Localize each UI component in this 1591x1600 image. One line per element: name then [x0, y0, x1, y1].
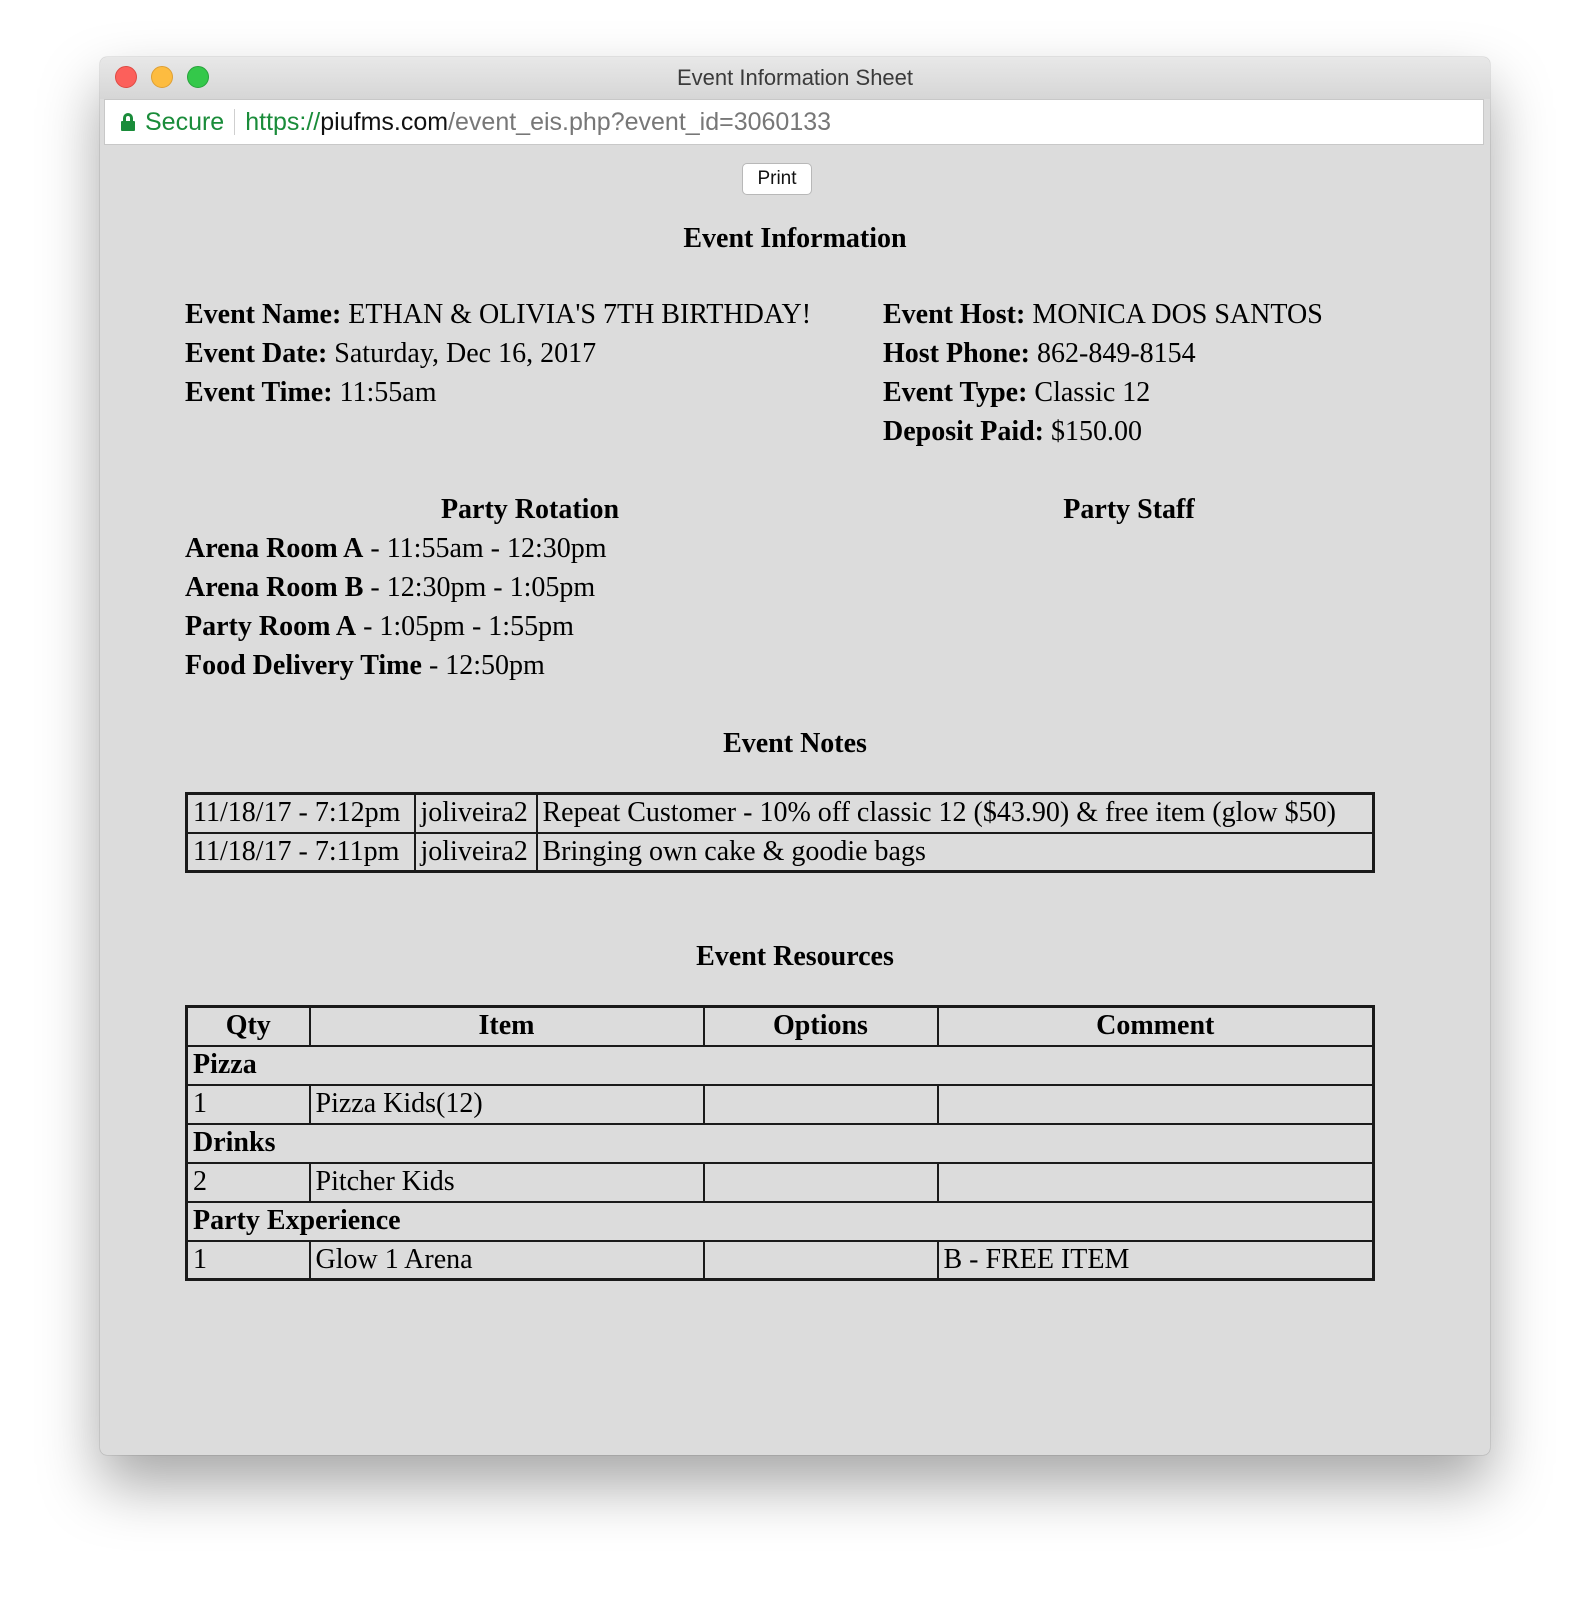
print-button[interactable]: Print	[742, 163, 812, 195]
rotation-time: - 11:55am - 12:30pm	[363, 533, 607, 564]
divider	[234, 109, 235, 135]
rotation-room: Arena Room A	[185, 533, 364, 564]
column-header-qty: Qty	[187, 1007, 310, 1046]
title-bar	[100, 57, 1490, 99]
resource-comment: B - FREE ITEM	[938, 1241, 1374, 1280]
rotation-item	[185, 572, 595, 604]
address-bar[interactable]	[104, 99, 1484, 145]
rotation-room: Arena Room B	[185, 572, 364, 603]
table-row	[187, 794, 1374, 833]
resource-item: Glow 1 Arena	[310, 1241, 704, 1280]
host-phone-value: 862-849-8154	[1037, 338, 1196, 369]
resource-options	[704, 1241, 938, 1280]
rotation-room: Food Delivery Time	[185, 650, 422, 681]
note-date: 11/18/17 - 7:12pm	[187, 794, 415, 833]
note-date: 11/18/17 - 7:11pm	[187, 833, 415, 872]
event-type-value: Classic 12	[1034, 377, 1151, 408]
event-host-row	[883, 299, 1323, 331]
rotation-room: Party Room A	[185, 611, 357, 642]
party-staff-heading: Party Staff	[1063, 494, 1195, 525]
event-host-label: Event Host:	[883, 299, 1026, 330]
rotation-time: - 1:05pm - 1:55pm	[356, 611, 574, 642]
secure-label: Secure	[145, 107, 225, 136]
rotation-time: - 12:50pm	[421, 650, 545, 681]
event-name-value: ETHAN & OLIVIA'S 7TH BIRTHDAY!	[348, 299, 812, 330]
party-rotation-heading: Party Rotation	[440, 494, 620, 525]
event-date-label: Event Date:	[185, 338, 328, 369]
note-user: joliveira2	[415, 833, 537, 872]
event-time-row	[185, 377, 436, 409]
resource-item: Pitcher Kids	[310, 1163, 704, 1202]
url-path: /event_eis.php?event_id=3060133	[448, 107, 832, 136]
event-notes-table	[185, 792, 1375, 873]
resource-item: Pizza Kids(12)	[310, 1085, 704, 1124]
rotation-time: - 12:30pm - 1:05pm	[363, 572, 596, 603]
column-header-comment: Comment	[938, 1007, 1374, 1046]
deposit-label: Deposit Paid:	[883, 416, 1044, 447]
resource-qty: 1	[187, 1085, 310, 1124]
category-label: Drinks	[187, 1124, 1374, 1163]
table-row	[187, 1163, 1374, 1202]
event-notes-heading: Event Notes	[723, 728, 867, 759]
url-host: piufms.com	[320, 107, 449, 136]
table-header-row	[187, 1007, 1374, 1046]
resource-qty: 1	[187, 1241, 310, 1280]
category-label: Pizza	[187, 1046, 1374, 1085]
lock-icon	[121, 113, 135, 131]
category-row	[187, 1202, 1374, 1241]
category-row	[187, 1046, 1374, 1085]
note-text: Bringing own cake & goodie bags	[537, 833, 1374, 872]
note-user: joliveira2	[415, 794, 537, 833]
event-information-heading: Event Information	[683, 223, 907, 254]
event-name-row	[185, 299, 811, 331]
event-date-value: Saturday, Dec 16, 2017	[334, 338, 597, 369]
resource-options	[704, 1085, 938, 1124]
event-time-label: Event Time:	[185, 377, 333, 408]
category-row	[187, 1124, 1374, 1163]
event-date-row	[185, 338, 596, 370]
rotation-item	[185, 611, 574, 643]
table-row	[187, 1085, 1374, 1124]
resource-qty: 2	[187, 1163, 310, 1202]
deposit-value: $150.00	[1051, 416, 1142, 447]
category-label: Party Experience	[187, 1202, 1374, 1241]
deposit-row	[883, 416, 1142, 448]
event-type-label: Event Type:	[883, 377, 1028, 408]
host-phone-row	[883, 338, 1196, 370]
event-time-value: 11:55am	[339, 377, 437, 408]
event-host-value: MONICA DOS SANTOS	[1032, 299, 1323, 330]
event-type-row	[883, 377, 1150, 409]
table-row	[187, 833, 1374, 872]
note-text: Repeat Customer - 10% off classic 12 ($43.90) & free item (glow $50)	[537, 794, 1374, 833]
event-resources-heading: Event Resources	[696, 941, 894, 972]
column-header-options: Options	[704, 1007, 938, 1046]
resource-comment	[938, 1085, 1374, 1124]
window-title: Event Information Sheet	[676, 65, 914, 90]
url-scheme: https://	[245, 107, 321, 136]
event-resources-table	[185, 1005, 1375, 1281]
rotation-item	[185, 533, 607, 565]
rotation-item	[185, 650, 545, 682]
resource-comment	[938, 1163, 1374, 1202]
resource-options	[704, 1163, 938, 1202]
host-phone-label: Host Phone:	[883, 338, 1030, 369]
table-row	[187, 1241, 1374, 1280]
browser-window	[100, 57, 1490, 1455]
page-content	[100, 145, 1490, 1455]
column-header-item: Item	[310, 1007, 704, 1046]
event-name-label: Event Name:	[185, 299, 342, 330]
